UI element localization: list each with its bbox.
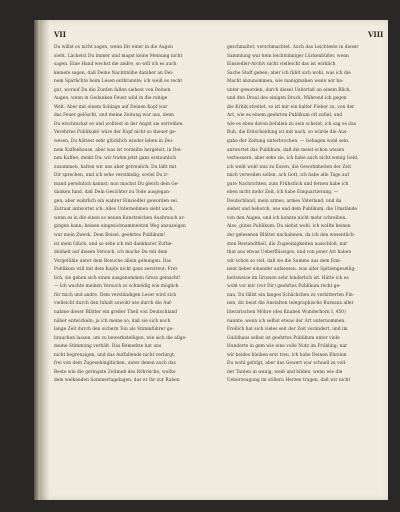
text-line: Sammlung war kein leichtsinniger Lückenbüßer, wenn — [227, 53, 349, 59]
text-line: gen, aber wahrlich ein wahrer Einsiedler geworden sei. — [54, 198, 179, 204]
text-line: eben nicht mehr Zeit, ich habe Einquartierung. — — [227, 190, 339, 196]
text-line: frei von dem Zugesehingltichen, unter denen auch das — [54, 361, 176, 367]
text-line: Guildhaus selbst ist geehrtes Publikum unter viele — [227, 335, 340, 341]
text-line: Einsiedler-Archiv nicht vielleicht das ist wirklich — [227, 62, 336, 68]
text-line: denheit auf diesen Versuch, ich mache Du mit dem — [54, 250, 168, 256]
text-line: that aus etwas Ueberflüssiges, und von jener Art haben — [227, 250, 352, 256]
text-line: Hunderte in gem wie eine volle Nutz im Frühling; nur — [227, 344, 348, 350]
text-line: für mich und andre. Dem verständigen Leser wird sich — [54, 292, 177, 298]
text-line: Buh, die Entscheidung ist mit nach, so würde die Aus- — [227, 130, 348, 136]
text-line: ist mein Glück, und so sehe ich mit dankbarer Zuftie- — [54, 241, 173, 247]
text-line: Du willst es nicht sagen, wenn Dir einer in die Augen — [54, 45, 173, 50]
text-column-left — [54, 44, 201, 492]
text-line: zusammen, halten wir uns aber getreulich: Du läßt mit — [54, 164, 177, 170]
text-line: keitsweise im Grossen sehr hinderlich ist. Hätte ich es — [227, 275, 349, 281]
text-line: vielleicht durch den Inhalt sowohl wie durch die Auf- — [54, 301, 173, 307]
text-line: nau, Du fällst ein langes Schäckchen zu verbitterten Fin- — [227, 292, 355, 298]
text-line: danken fund, daß Dein Gesichter zu Tode ausgegan- — [54, 190, 171, 196]
text-line: Vorgefühle unter dem Besuche allein gehungen. Das — [54, 258, 172, 264]
text-line: der Tanten in wenig, weiß und bilden, wenn wie die — [227, 369, 343, 375]
text-line: wir beides bleiben erst treu, ich habe Deinen Ehrsinn — [227, 352, 347, 358]
text-line: — Ich wachte meinen Versuch so schneidig wie möglich — [54, 284, 179, 290]
text-line: näher entwickeln; ja ich meine so, daß sie sich noch — [54, 318, 171, 324]
text-line: nen, dir beist die Anstalten telegraphische Bureaux aller — [227, 301, 354, 307]
text-line: nannte, wenn ich selbst etwas der Art unternommen. — [227, 318, 346, 324]
text-line: wie es eben davon befallen zu sein scheint; ich sag es das — [227, 121, 356, 127]
text-line: siehst und behorch, wie und dem Publikum, die Umstände — [227, 207, 358, 213]
text-line: dem welkenden Sommertagelagen, das er ihr zur Rahen — [54, 378, 180, 384]
text-line: sagen. Eine Hand wechst die andre, so will ich es auch — [54, 62, 177, 68]
text-line: lich, sie gehen sich einen ausgenommen Gross gemacht! — [54, 275, 181, 281]
text-line: Du wohl gefolgt, aber das Gewert war schnell zu voll- — [227, 361, 347, 367]
text-line: gute Nachrichten, zum Frühstück und fernen habe ich — [227, 181, 349, 187]
text-line: Ueberzeugung im stillern Herzen tragen, daß wir nicht — [227, 378, 351, 384]
text-line: und den Draul des einigen Druck. Während ich gegen — [227, 96, 347, 102]
text-line: nem Kaffeehause, aber was ist vorzeihn hergeleit, in Dei- — [54, 147, 182, 153]
text-line: Zutraut antwortet ich: Alles Unternehmen sieht auch, — [54, 207, 175, 213]
text-line: von den Augen, und ich konnte nicht mehr schreiben. — [227, 215, 347, 221]
text-line: Welt. Aber mit einem Schlage auf Deinen Kopf war — [54, 104, 168, 110]
text-line: Macht abzunommen, wie manigmahen wenn wir ha- — [227, 79, 344, 85]
page-number-right: VIII — [368, 30, 384, 39]
text-line: literarischen Möhre (des Knaben Wunderhorn I, 450) — [227, 309, 346, 315]
text-line: wir schon so viel, daß sie die Summe aus dem Emi- — [227, 258, 342, 264]
text-line: Sache Stoff geben; aber ich fühlt sich wohl, was ich die — [227, 70, 351, 76]
text-line: mand persönlich kannst; nun machst Du gleich dein Ge- — [54, 181, 179, 187]
text-line: nem Sparlichte beim Lesen entbrannte; ich weiß es recht — [54, 79, 183, 85]
text-line: Dir sprechen, und ich sehe verständig, soviel Du ir- — [54, 173, 169, 179]
text-line: gabe der Zeitung unterbrochen. — Gehagen wohl sein, — [227, 139, 350, 145]
text-line: war mein Zweck. Dem Beisel, geehrtes Publikum! — [54, 233, 166, 239]
text-line: wenn es in die einen so neuen Kunstreichen Ausbrauch ar- — [54, 215, 186, 221]
text-line: nahme dieser Blätter ein großer Theil von Deutschland — [54, 309, 178, 315]
text-line: sten Bestandtheil, die Zugeeinigkeiten ausschloß, mir — [227, 241, 348, 247]
text-column-right — [227, 44, 374, 492]
text-line: wesen, Du hättest sehr glücklich wieder leben in Dei- — [54, 139, 174, 145]
text-line: die Kritik streitet, so ist mir ein kalter Fieber zu, von der — [227, 104, 355, 110]
text-line: nen Kaffee; denkt Du: wir trafen jetzt ganz erstaunlich — [54, 156, 177, 162]
text-line: brauchen lassen, um zu bewerkstelligen, wie sich die allge- — [54, 335, 187, 341]
text-line: meine Stimmung verhält. Das Bemerkte hat uns — [54, 344, 162, 350]
text-line: Deutschland, mein armes, armes Vaterland, und da — [227, 198, 342, 204]
text-line: ich weiß wohl was zu Essen, die Gewohnheiten der Zeit — [227, 164, 352, 170]
text-line: geschmaltet, verschmachtet. Auch das Leichteste in dieser — [227, 45, 359, 50]
page-gutter-shadow — [40, 20, 50, 500]
text-line: Art, wie es einem geehrten Publikum oft zufiel, und — [227, 113, 343, 119]
text-line: lange Zeit durch den sichern Ton als Stimmführer ge- — [54, 327, 174, 333]
text-line: Verehrtes Publikum! wäre der Kopf nicht so theuer ge- — [54, 130, 177, 136]
text-line: Augen, wenn in Gedanken Feuer wild in die ruhige — [54, 96, 168, 102]
text-line: Publikum will mit dem Kopfe nicht ganz zerstreut: Frei- — [54, 267, 179, 273]
text-line: antwortet das Publikum, daß die meist schon wissen — [227, 147, 345, 153]
text-line: unter geworden, durch diesel Ueberlaß an einem Blick, — [227, 87, 351, 93]
text-line: der gelesenen Blätter nachahmen, da ich den wesentlich- — [227, 233, 356, 239]
text-line: sieht. Lächelst Du immer und magst keine Meinung nicht — [54, 53, 183, 59]
page-number-left: VII — [54, 30, 66, 39]
text-line: Also, gutes Publikum: Du siehst wohl, ich wollte keinen — [227, 224, 351, 230]
text-line: gingen kann; beinen eingesichnammenten Weg anzuzeigen — [54, 224, 186, 230]
text-line: nicht begrenzigen, und das Auffallende nicht verbirgt; — [54, 352, 176, 358]
text-line: verbessern, aber sehe sie, ich habe auch nicht wenig Geld, — [227, 156, 359, 162]
text-line: gut, worauf Du die Zunfen fallen siehest von Deinen — [54, 87, 171, 93]
text-line: Beste wie die geringste Zeitmeß des Röhrische, wollte — [54, 369, 176, 375]
text-line: mich verweilen sollen, ach Gott, ich habe alle Tage auf — [227, 173, 350, 179]
text-line: das Feuer gelöscht, und meine Zeitung war aus, denn — [54, 113, 174, 119]
text-line: wohl vor mir (vor Dir) geehrtes Publikum recht ge- — [227, 284, 341, 290]
text-line: Du erschrackst so und wolltest in der Angst sie zerreißen. — [54, 121, 184, 127]
text-line: nent lieber einander aufsessen. was aller Spitzengesellig- — [227, 267, 356, 273]
text-line: keinem sagen, daß Deine Nachtmühe daniber an Dei- — [54, 70, 174, 76]
text-line: Freilich hat sich vieles seit der Zeit verändert, und im — [227, 327, 348, 333]
